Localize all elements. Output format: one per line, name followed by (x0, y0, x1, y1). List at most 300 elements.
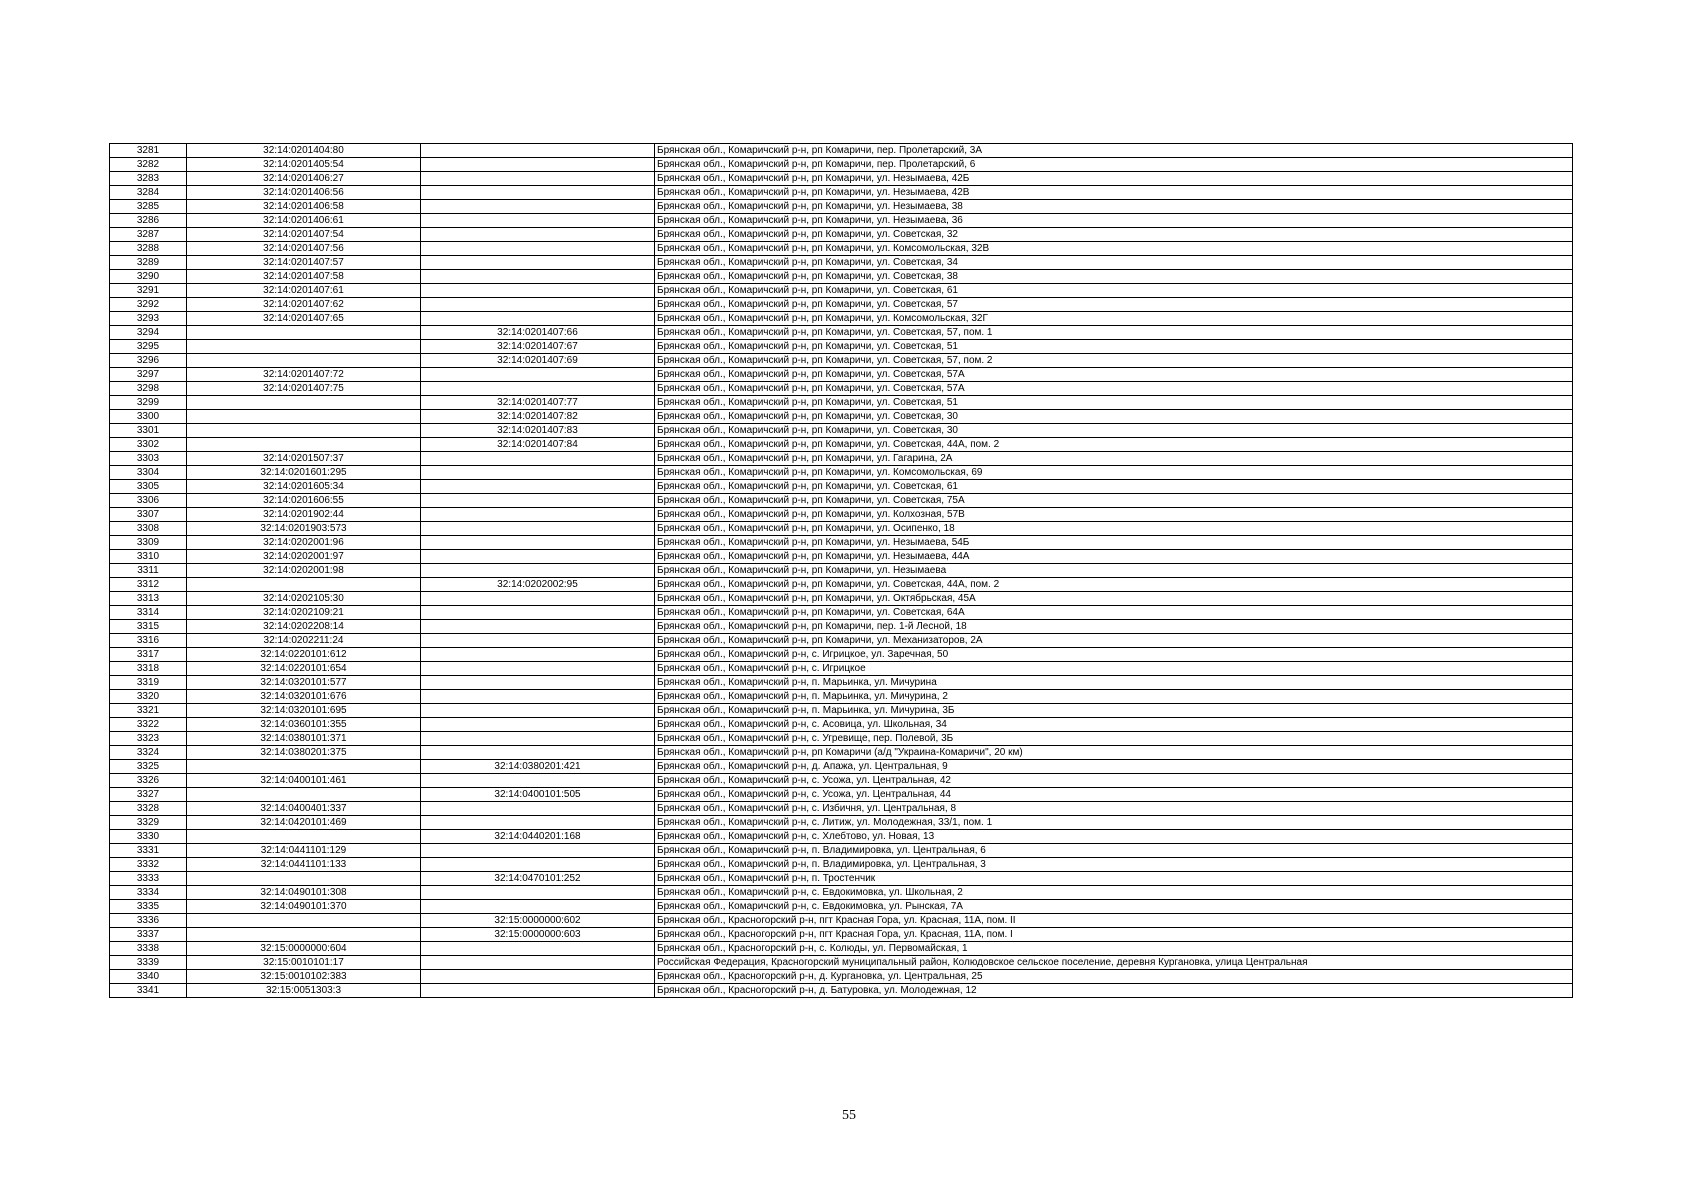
row-number-cell: 3340 (110, 970, 187, 984)
table-row (110, 816, 1573, 830)
row-number-cell: 3283 (110, 172, 187, 186)
cadastral-number-cell: 32:14:0201405:54 (187, 158, 421, 172)
address-cell: Брянская обл., Комаричский р-н, с. Игрицкое (655, 662, 1573, 676)
address-cell: Брянская обл., Комаричский р-н, рп Комаричи, ул. Советская, 57, пом. 2 (655, 354, 1573, 368)
cadastral-number-cell: 32:14:0320101:695 (187, 704, 421, 718)
related-cadastral-number-cell: 32:14:0400101:505 (421, 788, 655, 802)
row-number-cell: 3308 (110, 522, 187, 536)
cadastral-number-cell (187, 578, 421, 592)
row-number-cell: 3281 (110, 144, 187, 158)
cadastral-number-cell: 32:14:0201404:80 (187, 144, 421, 158)
related-cadastral-number-cell (421, 690, 655, 704)
related-cadastral-number-cell (421, 242, 655, 256)
table-row (110, 284, 1573, 298)
table-row (110, 550, 1573, 564)
cadastral-number-cell (187, 326, 421, 340)
row-number-cell: 3326 (110, 774, 187, 788)
table-row (110, 564, 1573, 578)
address-cell: Брянская обл., Комаричский р-н, рп Комаричи, ул. Осипенко, 18 (655, 522, 1573, 536)
address-cell: Брянская обл., Комаричский р-н, с. Усожа, ул. Центральная, 44 (655, 788, 1573, 802)
table-row (110, 536, 1573, 550)
related-cadastral-number-cell (421, 942, 655, 956)
related-cadastral-number-cell: 32:14:0470101:252 (421, 872, 655, 886)
table-row (110, 676, 1573, 690)
cadastral-number-cell (187, 928, 421, 942)
address-cell: Брянская обл., Комаричский р-н, рп Комаричи, ул. Советская, 57, пом. 1 (655, 326, 1573, 340)
row-number-cell: 3335 (110, 900, 187, 914)
related-cadastral-number-cell (421, 662, 655, 676)
row-number-cell: 3298 (110, 382, 187, 396)
row-number-cell: 3302 (110, 438, 187, 452)
cadastral-number-cell (187, 914, 421, 928)
related-cadastral-number-cell (421, 816, 655, 830)
address-cell: Брянская обл., Комаричский р-н, рп Комаричи (а/д "Украина-Комаричи", 20 км) (655, 746, 1573, 760)
related-cadastral-number-cell (421, 858, 655, 872)
row-number-cell: 3309 (110, 536, 187, 550)
related-cadastral-number-cell: 32:15:0000000:603 (421, 928, 655, 942)
row-number-cell: 3301 (110, 424, 187, 438)
address-cell: Брянская обл., Комаричский р-н, рп Комаричи, ул. Советская, 61 (655, 284, 1573, 298)
cadastral-number-cell: 32:14:0201903:573 (187, 522, 421, 536)
table-row (110, 382, 1573, 396)
related-cadastral-number-cell (421, 508, 655, 522)
cadastral-number-cell: 32:14:0202001:96 (187, 536, 421, 550)
table-row (110, 984, 1573, 998)
related-cadastral-number-cell (421, 676, 655, 690)
address-cell: Брянская обл., Комаричский р-н, рп Комаричи, ул. Октябрьская, 45А (655, 592, 1573, 606)
cadastral-number-cell: 32:14:0400101:461 (187, 774, 421, 788)
related-cadastral-number-cell: 32:14:0201407:84 (421, 438, 655, 452)
table-row (110, 172, 1573, 186)
row-number-cell: 3337 (110, 928, 187, 942)
related-cadastral-number-cell (421, 704, 655, 718)
row-number-cell: 3334 (110, 886, 187, 900)
page-number: 55 (842, 1108, 856, 1123)
table-row (110, 942, 1573, 956)
address-cell: Брянская обл., Комаричский р-н, п. Марьинка, ул. Мичурина, 3Б (655, 704, 1573, 718)
row-number-cell: 3315 (110, 620, 187, 634)
related-cadastral-number-cell (421, 774, 655, 788)
row-number-cell: 3317 (110, 648, 187, 662)
cadastral-number-cell (187, 788, 421, 802)
address-cell: Брянская обл., Комаричский р-н, рп Комаричи, ул. Гагарина, 2А (655, 452, 1573, 466)
cadastral-number-cell: 32:14:0201406:56 (187, 186, 421, 200)
cadastral-number-cell: 32:14:0201407:58 (187, 270, 421, 284)
row-number-cell: 3318 (110, 662, 187, 676)
row-number-cell: 3310 (110, 550, 187, 564)
address-cell: Брянская обл., Комаричский р-н, с. Хлебтово, ул. Новая, 13 (655, 830, 1573, 844)
cadastral-number-cell: 32:14:0202001:98 (187, 564, 421, 578)
table-row (110, 928, 1573, 942)
table-row (110, 158, 1573, 172)
row-number-cell: 3304 (110, 466, 187, 480)
address-cell: Брянская обл., Комаричский р-н, рп Комаричи, ул. Советская, 32 (655, 228, 1573, 242)
address-cell: Брянская обл., Комаричский р-н, с. Асовица, ул. Школьная, 34 (655, 718, 1573, 732)
address-cell: Брянская обл., Красногорский р-н, пгт Красная Гора, ул. Красная, 11А, пом. II (655, 914, 1573, 928)
cadastral-number-cell: 32:14:0220101:612 (187, 648, 421, 662)
address-cell: Брянская обл., Комаричский р-н, рп Комаричи, ул. Незымаева, 38 (655, 200, 1573, 214)
related-cadastral-number-cell (421, 536, 655, 550)
cadastral-number-cell (187, 872, 421, 886)
address-cell: Брянская обл., Комаричский р-н, рп Комаричи, ул. Комсомольская, 69 (655, 466, 1573, 480)
related-cadastral-number-cell (421, 732, 655, 746)
address-cell: Брянская обл., Комаричский р-н, с. Евдокимовка, ул. Рынская, 7А (655, 900, 1573, 914)
related-cadastral-number-cell (421, 214, 655, 228)
address-cell: Брянская обл., Комаричский р-н, рп Комаричи, ул. Колхозная, 57В (655, 508, 1573, 522)
address-cell: Брянская обл., Комаричский р-н, рп Комаричи, ул. Советская, 75А (655, 494, 1573, 508)
address-cell: Брянская обл., Комаричский р-н, п. Владимировка, ул. Центральная, 6 (655, 844, 1573, 858)
row-number-cell: 3284 (110, 186, 187, 200)
row-number-cell: 3300 (110, 410, 187, 424)
address-cell: Брянская обл., Комаричский р-н, рп Комаричи, ул. Советская, 57 (655, 298, 1573, 312)
cadastral-number-cell: 32:14:0201407:56 (187, 242, 421, 256)
row-number-cell: 3339 (110, 956, 187, 970)
row-number-cell: 3330 (110, 830, 187, 844)
address-cell: Брянская обл., Комаричский р-н, с. Угревище, пер. Полевой, 3Б (655, 732, 1573, 746)
table-row (110, 802, 1573, 816)
cadastral-number-cell: 32:14:0380101:371 (187, 732, 421, 746)
address-cell: Брянская обл., Комаричский р-н, рп Комаричи, ул. Советская, 34 (655, 256, 1573, 270)
cadastral-number-cell: 32:14:0201902:44 (187, 508, 421, 522)
related-cadastral-number-cell: 32:14:0440201:168 (421, 830, 655, 844)
related-cadastral-number-cell: 32:14:0201407:83 (421, 424, 655, 438)
row-number-cell: 3303 (110, 452, 187, 466)
table-row (110, 228, 1573, 242)
cadastral-number-cell: 32:14:0202211:24 (187, 634, 421, 648)
row-number-cell: 3329 (110, 816, 187, 830)
cadastral-number-cell: 32:14:0201407:65 (187, 312, 421, 326)
cadastral-number-cell: 32:15:0051303:3 (187, 984, 421, 998)
table-row (110, 354, 1573, 368)
table-row (110, 900, 1573, 914)
address-cell: Брянская обл., Красногорский р-н, с. Колюды, ул. Первомайская, 1 (655, 942, 1573, 956)
address-cell: Брянская обл., Комаричский р-н, рп Комаричи, ул. Советская, 30 (655, 424, 1573, 438)
table-row (110, 494, 1573, 508)
table-row (110, 914, 1573, 928)
related-cadastral-number-cell (421, 466, 655, 480)
row-number-cell: 3328 (110, 802, 187, 816)
table-row (110, 592, 1573, 606)
related-cadastral-number-cell (421, 270, 655, 284)
table-row (110, 872, 1573, 886)
table-row (110, 760, 1573, 774)
table-row (110, 298, 1573, 312)
row-number-cell: 3307 (110, 508, 187, 522)
cadastral-number-cell: 32:14:0202208:14 (187, 620, 421, 634)
table-row (110, 480, 1573, 494)
table-row (110, 830, 1573, 844)
address-cell: Брянская обл., Комаричский р-н, п. Тростенчик (655, 872, 1573, 886)
address-cell: Брянская обл., Красногорский р-н, пгт Красная Гора, ул. Красная, 11А, пом. I (655, 928, 1573, 942)
table-row (110, 634, 1573, 648)
table-row (110, 144, 1573, 158)
cadastral-number-cell: 32:14:0490101:370 (187, 900, 421, 914)
cadastral-number-cell: 32:14:0220101:654 (187, 662, 421, 676)
table-row (110, 256, 1573, 270)
related-cadastral-number-cell: 32:14:0380201:421 (421, 760, 655, 774)
related-cadastral-number-cell (421, 256, 655, 270)
row-number-cell: 3282 (110, 158, 187, 172)
cadastral-number-cell (187, 340, 421, 354)
related-cadastral-number-cell: 32:14:0201407:69 (421, 354, 655, 368)
related-cadastral-number-cell (421, 144, 655, 158)
address-cell: Брянская обл., Комаричский р-н, д. Апажа, ул. Центральная, 9 (655, 760, 1573, 774)
cadastral-number-cell: 32:14:0201601:295 (187, 466, 421, 480)
address-cell: Брянская обл., Комаричский р-н, рп Комаричи, ул. Незымаева, 42Б (655, 172, 1573, 186)
cadastral-number-cell: 32:14:0420101:469 (187, 816, 421, 830)
cadastral-number-cell: 32:14:0441101:129 (187, 844, 421, 858)
row-number-cell: 3311 (110, 564, 187, 578)
related-cadastral-number-cell (421, 382, 655, 396)
address-cell: Брянская обл., Комаричский р-н, рп Комаричи, ул. Советская, 51 (655, 340, 1573, 354)
table-row (110, 886, 1573, 900)
table-row (110, 466, 1573, 480)
address-cell: Брянская обл., Комаричский р-н, с. Литиж, ул. Молодежная, 33/1, пом. 1 (655, 816, 1573, 830)
related-cadastral-number-cell (421, 886, 655, 900)
row-number-cell: 3295 (110, 340, 187, 354)
table-row (110, 200, 1573, 214)
related-cadastral-number-cell (421, 984, 655, 998)
table-row (110, 522, 1573, 536)
cadastral-number-cell: 32:14:0201406:27 (187, 172, 421, 186)
table-row (110, 844, 1573, 858)
table-row (110, 326, 1573, 340)
related-cadastral-number-cell (421, 158, 655, 172)
table-row (110, 788, 1573, 802)
row-number-cell: 3325 (110, 760, 187, 774)
cadastral-number-cell: 32:14:0201605:34 (187, 480, 421, 494)
cadastral-number-cell (187, 760, 421, 774)
related-cadastral-number-cell (421, 186, 655, 200)
address-cell: Брянская обл., Комаричский р-н, п. Марьинка, ул. Мичурина, 2 (655, 690, 1573, 704)
related-cadastral-number-cell: 32:14:0201407:82 (421, 410, 655, 424)
table-row (110, 312, 1573, 326)
related-cadastral-number-cell (421, 746, 655, 760)
table-row (110, 214, 1573, 228)
row-number-cell: 3314 (110, 606, 187, 620)
table-row (110, 746, 1573, 760)
table-row (110, 368, 1573, 382)
related-cadastral-number-cell: 32:14:0201407:66 (421, 326, 655, 340)
address-cell: Брянская обл., Комаричский р-н, рп Комаричи, ул. Незымаева, 54Б (655, 536, 1573, 550)
cadastral-number-cell: 32:14:0490101:308 (187, 886, 421, 900)
row-number-cell: 3287 (110, 228, 187, 242)
row-number-cell: 3296 (110, 354, 187, 368)
address-cell: Российская Федерация, Красногорский муниципальный район, Колюдовское сельское поселение, деревня Кургановка, улица Центральная (655, 956, 1573, 970)
address-cell: Брянская обл., Красногорский р-н, д. Кургановка, ул. Центральная, 25 (655, 970, 1573, 984)
related-cadastral-number-cell (421, 648, 655, 662)
table-row (110, 662, 1573, 676)
related-cadastral-number-cell (421, 172, 655, 186)
cadastral-number-cell: 32:14:0320101:676 (187, 690, 421, 704)
table-row (110, 956, 1573, 970)
related-cadastral-number-cell (421, 522, 655, 536)
address-cell: Брянская обл., Комаричский р-н, с. Игрицкое, ул. Заречная, 50 (655, 648, 1573, 662)
related-cadastral-number-cell (421, 452, 655, 466)
row-number-cell: 3313 (110, 592, 187, 606)
row-number-cell: 3341 (110, 984, 187, 998)
address-cell: Брянская обл., Комаричский р-н, рп Комаричи, ул. Советская, 44А, пом. 2 (655, 578, 1573, 592)
address-cell: Брянская обл., Комаричский р-н, рп Комаричи, ул. Советская, 57А (655, 368, 1573, 382)
table-row (110, 452, 1573, 466)
row-number-cell: 3288 (110, 242, 187, 256)
cadastral-number-cell: 32:14:0201407:61 (187, 284, 421, 298)
address-cell: Брянская обл., Комаричский р-н, рп Комаричи, ул. Незымаева, 44А (655, 550, 1573, 564)
address-cell: Брянская обл., Комаричский р-н, рп Комаричи, ул. Советская, 30 (655, 410, 1573, 424)
table-row (110, 620, 1573, 634)
cadastral-number-cell: 32:14:0380201:375 (187, 746, 421, 760)
cadastral-number-cell: 32:14:0202001:97 (187, 550, 421, 564)
table-row (110, 704, 1573, 718)
row-number-cell: 3338 (110, 942, 187, 956)
address-cell: Брянская обл., Комаричский р-н, рп Комаричи, ул. Комсомольская, 32Г (655, 312, 1573, 326)
cadastral-number-cell: 32:14:0202109:21 (187, 606, 421, 620)
address-cell: Брянская обл., Комаричский р-н, рп Комаричи, ул. Советская, 57А (655, 382, 1573, 396)
row-number-cell: 3306 (110, 494, 187, 508)
related-cadastral-number-cell: 32:15:0000000:602 (421, 914, 655, 928)
row-number-cell: 3294 (110, 326, 187, 340)
row-number-cell: 3316 (110, 634, 187, 648)
address-cell: Брянская обл., Комаричский р-н, рп Комаричи, ул. Комсомольская, 32В (655, 242, 1573, 256)
table-row (110, 648, 1573, 662)
related-cadastral-number-cell (421, 970, 655, 984)
related-cadastral-number-cell (421, 228, 655, 242)
cadastral-number-cell: 32:14:0201407:57 (187, 256, 421, 270)
table-row (110, 242, 1573, 256)
related-cadastral-number-cell (421, 480, 655, 494)
address-cell: Брянская обл., Красногорский р-н, д. Батуровка, ул. Молодежная, 12 (655, 984, 1573, 998)
row-number-cell: 3327 (110, 788, 187, 802)
table-row (110, 732, 1573, 746)
address-cell: Брянская обл., Комаричский р-н, рп Комаричи, пер. Пролетарский, 3А (655, 144, 1573, 158)
row-number-cell: 3291 (110, 284, 187, 298)
address-cell: Брянская обл., Комаричский р-н, рп Комаричи, ул. Незымаева, 42В (655, 186, 1573, 200)
related-cadastral-number-cell (421, 634, 655, 648)
table-row (110, 858, 1573, 872)
related-cadastral-number-cell (421, 312, 655, 326)
row-number-cell: 3285 (110, 200, 187, 214)
row-number-cell: 3336 (110, 914, 187, 928)
cadastral-number-cell: 32:15:0010102:383 (187, 970, 421, 984)
address-cell: Брянская обл., Комаричский р-н, п. Марьинка, ул. Мичурина (655, 676, 1573, 690)
cadastral-number-cell: 32:14:0201407:62 (187, 298, 421, 312)
table-row (110, 970, 1573, 984)
related-cadastral-number-cell (421, 900, 655, 914)
row-number-cell: 3289 (110, 256, 187, 270)
related-cadastral-number-cell (421, 718, 655, 732)
row-number-cell: 3332 (110, 858, 187, 872)
cadastral-number-cell (187, 424, 421, 438)
cadastral-number-cell (187, 830, 421, 844)
row-number-cell: 3293 (110, 312, 187, 326)
related-cadastral-number-cell (421, 606, 655, 620)
table-row (110, 508, 1573, 522)
related-cadastral-number-cell (421, 802, 655, 816)
row-number-cell: 3297 (110, 368, 187, 382)
table-row (110, 424, 1573, 438)
address-cell: Брянская обл., Комаричский р-н, рп Комаричи, ул. Советская, 51 (655, 396, 1573, 410)
cadastral-number-cell: 32:14:0201407:54 (187, 228, 421, 242)
table-row (110, 606, 1573, 620)
row-number-cell: 3290 (110, 270, 187, 284)
cadastral-number-cell: 32:15:0010101:17 (187, 956, 421, 970)
related-cadastral-number-cell: 32:14:0201407:77 (421, 396, 655, 410)
table-row (110, 718, 1573, 732)
table-row (110, 438, 1573, 452)
table-row (110, 396, 1573, 410)
related-cadastral-number-cell (421, 200, 655, 214)
address-cell: Брянская обл., Комаричский р-н, рп Комаричи, ул. Советская, 61 (655, 480, 1573, 494)
table-row (110, 270, 1573, 284)
row-number-cell: 3323 (110, 732, 187, 746)
row-number-cell: 3319 (110, 676, 187, 690)
cadastral-number-cell: 32:14:0400401:337 (187, 802, 421, 816)
row-number-cell: 3305 (110, 480, 187, 494)
related-cadastral-number-cell (421, 284, 655, 298)
table-row (110, 774, 1573, 788)
cadastral-number-cell: 32:14:0201407:72 (187, 368, 421, 382)
related-cadastral-number-cell (421, 956, 655, 970)
row-number-cell: 3331 (110, 844, 187, 858)
registry-table (109, 143, 1573, 998)
address-cell: Брянская обл., Комаричский р-н, рп Комаричи, пер. 1-й Лесной, 18 (655, 620, 1573, 634)
row-number-cell: 3324 (110, 746, 187, 760)
cadastral-number-cell: 32:14:0201406:58 (187, 200, 421, 214)
related-cadastral-number-cell (421, 564, 655, 578)
related-cadastral-number-cell (421, 844, 655, 858)
row-number-cell: 3286 (110, 214, 187, 228)
cadastral-number-cell: 32:15:0000000:604 (187, 942, 421, 956)
table-row (110, 340, 1573, 354)
related-cadastral-number-cell: 32:14:0201407:67 (421, 340, 655, 354)
cadastral-number-cell: 32:14:0360101:355 (187, 718, 421, 732)
address-cell: Брянская обл., Комаричский р-н, п. Владимировка, ул. Центральная, 3 (655, 858, 1573, 872)
cadastral-number-cell (187, 354, 421, 368)
related-cadastral-number-cell: 32:14:0202002:95 (421, 578, 655, 592)
address-cell: Брянская обл., Комаричский р-н, рп Комаричи, ул. Советская, 38 (655, 270, 1573, 284)
related-cadastral-number-cell (421, 550, 655, 564)
address-cell: Брянская обл., Комаричский р-н, рп Комаричи, ул. Механизаторов, 2А (655, 634, 1573, 648)
row-number-cell: 3292 (110, 298, 187, 312)
table-body (110, 144, 1573, 998)
table-row (110, 578, 1573, 592)
cadastral-number-cell: 32:14:0441101:133 (187, 858, 421, 872)
address-cell: Брянская обл., Комаричский р-н, рп Комаричи, пер. Пролетарский, 6 (655, 158, 1573, 172)
cadastral-number-cell: 32:14:0201507:37 (187, 452, 421, 466)
related-cadastral-number-cell (421, 298, 655, 312)
address-cell: Брянская обл., Комаричский р-н, рп Комаричи, ул. Незымаева, 36 (655, 214, 1573, 228)
table-row (110, 410, 1573, 424)
table-row (110, 186, 1573, 200)
cadastral-number-cell (187, 396, 421, 410)
row-number-cell: 3333 (110, 872, 187, 886)
address-cell: Брянская обл., Комаричский р-н, рп Комаричи, ул. Советская, 44А, пом. 2 (655, 438, 1573, 452)
related-cadastral-number-cell (421, 592, 655, 606)
table-row (110, 690, 1573, 704)
row-number-cell: 3312 (110, 578, 187, 592)
address-cell: Брянская обл., Комаричский р-н, рп Комаричи, ул. Советская, 64А (655, 606, 1573, 620)
row-number-cell: 3320 (110, 690, 187, 704)
cadastral-number-cell (187, 438, 421, 452)
cadastral-number-cell (187, 410, 421, 424)
cadastral-number-cell: 32:14:0201407:75 (187, 382, 421, 396)
address-cell: Брянская обл., Комаричский р-н, рп Комаричи, ул. Незымаева (655, 564, 1573, 578)
row-number-cell: 3299 (110, 396, 187, 410)
cadastral-number-cell: 32:14:0201606:55 (187, 494, 421, 508)
related-cadastral-number-cell (421, 368, 655, 382)
related-cadastral-number-cell (421, 494, 655, 508)
row-number-cell: 3322 (110, 718, 187, 732)
